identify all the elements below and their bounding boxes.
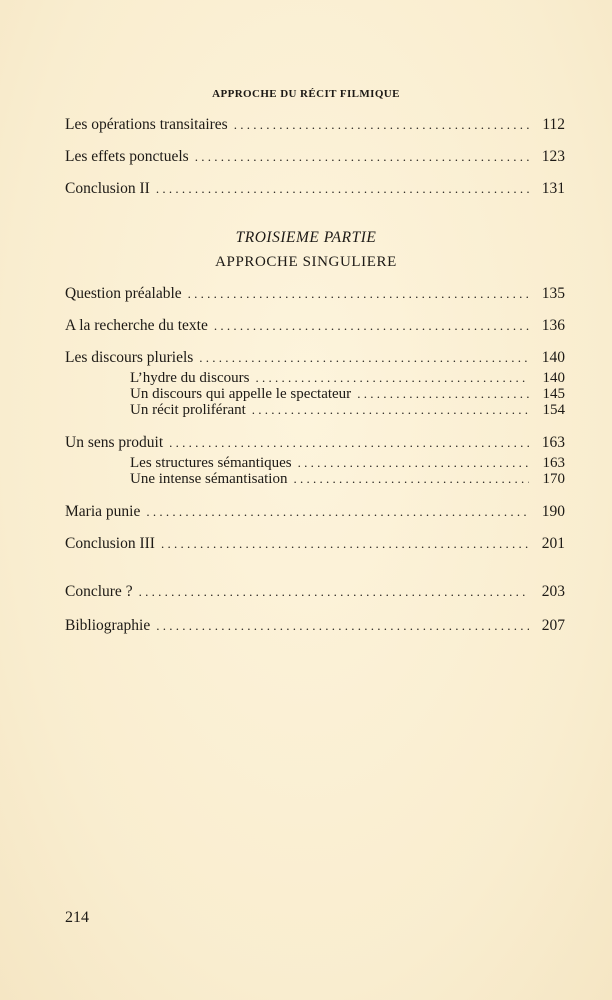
part-title: TROISIEME PARTIE: [235, 229, 377, 246]
toc-entry-label: L’hydre du discours: [130, 370, 250, 386]
toc-entry-page: 163: [542, 455, 565, 471]
toc-entry-page: 207: [541, 617, 565, 634]
toc-entry: [65, 434, 565, 452]
dot-leader: [293, 471, 529, 487]
toc-entry-page: 190: [541, 503, 565, 520]
toc-subentry: [130, 471, 565, 488]
dot-leader: [298, 455, 529, 471]
toc-entry-page: 136: [541, 317, 565, 334]
toc-entry-page: 140: [542, 370, 565, 386]
toc-entry-label: Conclusion II: [65, 180, 150, 197]
toc-entry-page: 112: [542, 116, 565, 133]
toc-entry-label: Bibliographie: [65, 617, 151, 634]
dot-leader: [161, 536, 529, 552]
toc-entry: [65, 535, 565, 553]
toc-entry-page: 201: [541, 535, 565, 552]
dot-leader: [195, 149, 529, 165]
dot-leader: [357, 386, 529, 402]
toc-entry-page: 135: [541, 285, 565, 302]
toc-entry: [65, 148, 565, 166]
toc-entry: [65, 503, 565, 521]
dot-leader: [156, 618, 529, 634]
toc-entry: [65, 349, 565, 367]
toc-entry-label: Les structures sémantiques: [130, 455, 292, 471]
toc-entry: [65, 583, 565, 601]
dot-leader: [169, 435, 529, 451]
toc-entry-page: 145: [542, 386, 565, 402]
toc-entry-label: Une intense sémantisation: [130, 471, 288, 487]
toc-entry-label: Les discours pluriels: [65, 349, 194, 366]
toc-entry-label: Un sens produit: [65, 434, 164, 451]
toc-subentry: [130, 386, 565, 403]
toc-subentry: [130, 370, 565, 387]
dot-leader: [234, 117, 529, 133]
dot-leader: [188, 286, 529, 302]
page-number: 214: [65, 909, 89, 926]
toc-entry: [65, 116, 565, 134]
toc-entry: [65, 180, 565, 198]
dot-leader: [146, 504, 529, 520]
toc-entry-page: 154: [542, 402, 565, 418]
toc-subentry: [130, 402, 565, 419]
dot-leader: [252, 402, 529, 418]
running-head: APPROCHE DU RÉCIT FILMIQUE: [212, 88, 400, 100]
toc-entry: [65, 317, 565, 335]
toc-entry-label: Maria punie: [65, 503, 141, 520]
toc-entry-page: 131: [541, 180, 565, 197]
toc-entry-label: Conclusion III: [65, 535, 155, 552]
dot-leader: [255, 370, 529, 386]
toc-entry-page: 123: [541, 148, 565, 165]
toc-entry-label: Un récit proliférant: [130, 402, 246, 418]
part-subtitle: APPROCHE SINGULIERE: [215, 254, 397, 270]
dot-leader: [156, 181, 529, 197]
toc-entry-page: 140: [541, 349, 565, 366]
toc-entry-page: 170: [542, 471, 565, 487]
dot-leader: [199, 350, 529, 366]
toc-entry-label: Les effets ponctuels: [65, 148, 189, 165]
toc-entry: [65, 285, 565, 303]
toc-entry-page: 163: [541, 434, 565, 451]
toc-entry-label: A la recherche du texte: [65, 317, 208, 334]
toc-entry-label: Question préalable: [65, 285, 182, 302]
toc-entry-label: Conclure ?: [65, 583, 133, 600]
toc-entry-label: Les opérations transitaires: [65, 116, 228, 133]
toc-entry-page: 203: [541, 583, 565, 600]
toc-entry: [65, 617, 565, 635]
dot-leader: [139, 584, 529, 600]
toc-entry-label: Un discours qui appelle le spectateur: [130, 386, 352, 402]
dot-leader: [214, 318, 529, 334]
toc-subentry: [130, 455, 565, 472]
